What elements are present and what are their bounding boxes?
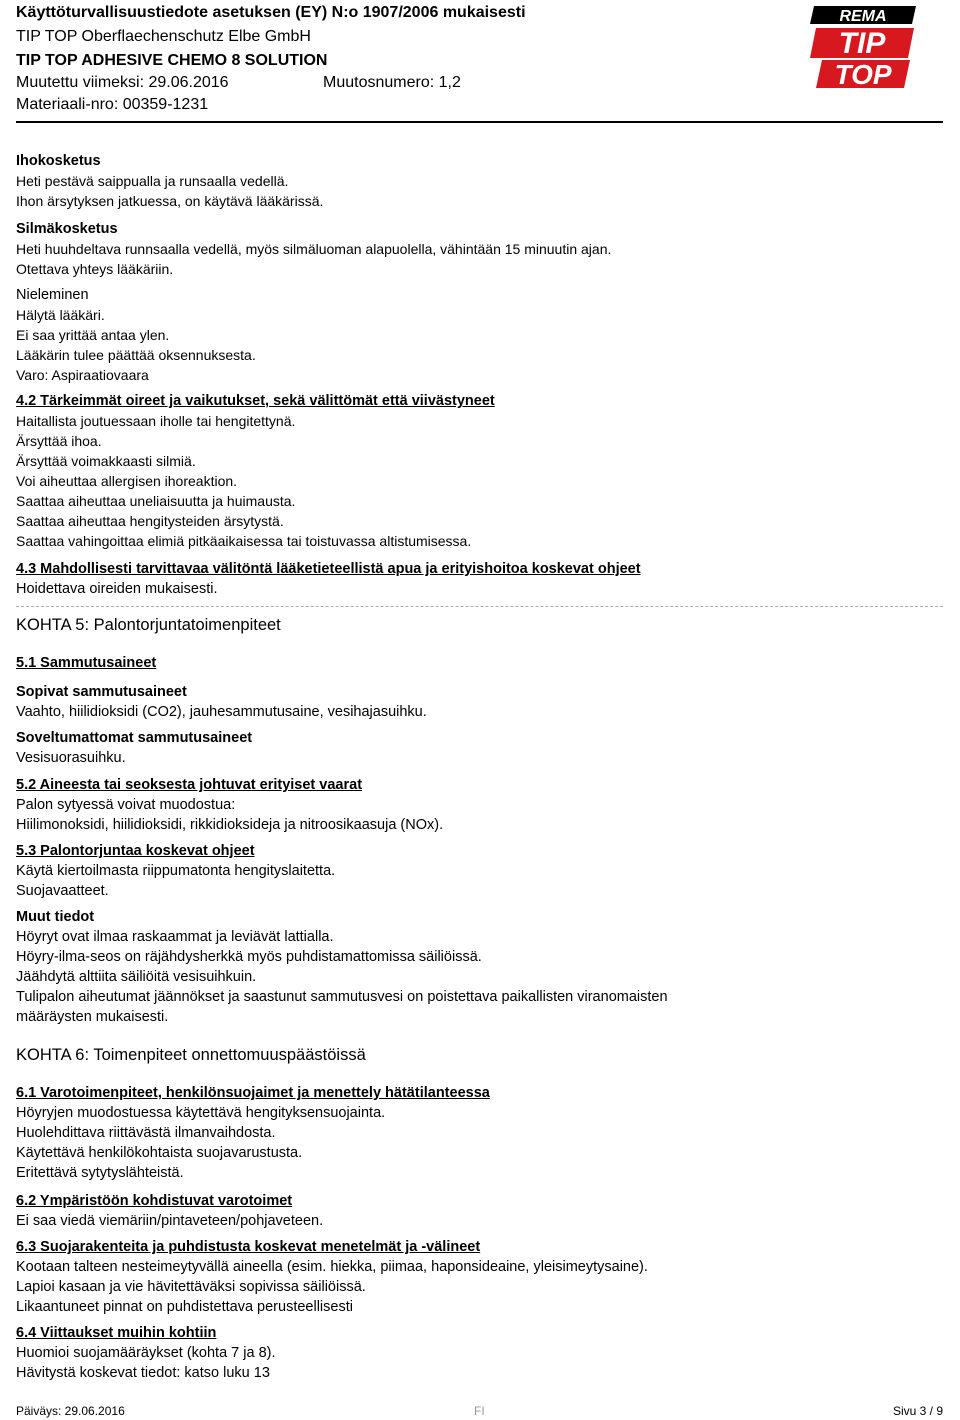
section-5-title: KOHTA 5: Palontorjuntatoimenpiteet — [16, 616, 281, 634]
text-line: Saattaa aiheuttaa uneliaisuutta ja huimausta. — [16, 493, 296, 509]
text-line: Huomioi suojamääräykset (kohta 7 ja 8). — [16, 1345, 276, 1361]
subsection-4-2-heading: 4.2 Tärkeimmät oireet ja vaikutukset, sekä välittömät että viivästyneet — [16, 393, 495, 409]
footer-date: Päiväys: 29.06.2016 — [16, 1404, 125, 1418]
text-line: Käytä kiertoilmasta riippumatonta hengityslaitetta. — [16, 863, 336, 879]
logo-mid-text: TIP — [838, 27, 886, 60]
section-divider — [16, 606, 943, 607]
text-line: Voi aiheuttaa allergisen ihoreaktion. — [16, 473, 238, 489]
text-line: Kootaan talteen nesteimeytyvällä aineella (esim. hiekka, piimaa, haponsideaine, yleisimeytysaine). — [16, 1259, 648, 1275]
revision-number: Muutosnumero: 1,2 — [323, 74, 461, 91]
text-line: Huolehdittava riittävästä ilmanvaihdosta. — [16, 1125, 276, 1141]
header-divider — [16, 121, 943, 123]
text-line: Hiilimonoksidi, hiilidioksidi, rikkidioksideja ja nitroosikaasuja (NOx). — [16, 817, 444, 833]
logo-bot-text: TOP — [834, 59, 892, 90]
text-line: Eritettävä sytytyslähteistä. — [16, 1165, 184, 1181]
text-line: Vaahto, hiilidioksidi (CO2), jauhesammutusaine, vesihajasuihku. — [16, 704, 427, 720]
text-line: Lapioi kasaan ja vie hävitettäväksi sopivissa säiliöissä. — [16, 1279, 366, 1295]
text-line: Ei saa yrittää antaa ylen. — [16, 327, 170, 343]
text-line: Suojavaatteet. — [16, 883, 109, 899]
subsection-6-3-heading: 6.3 Suojarakenteita ja puhdistusta koskevat menetelmät ja -välineet — [16, 1239, 481, 1255]
footer-page-number: Sivu 3 / 9 — [892, 1404, 943, 1418]
subsection-6-4-heading: 6.4 Viittaukset muihin kohtiin — [16, 1325, 217, 1341]
text-line: määräysten mukaisesti. — [16, 1009, 169, 1025]
text-line: Höyryt ovat ilmaa raskaammat ja leviävät lattialla. — [16, 929, 334, 945]
rema-tip-top-logo — [808, 4, 918, 90]
text-line: Palon sytyessä voivat muodostua: — [16, 797, 236, 813]
text-line: Ihon ärsytyksen jatkuessa, on käytävä lääkärissä. — [16, 193, 324, 209]
text-line: Lääkärin tulee päättää oksennuksesta. — [16, 347, 256, 363]
subsection-4-3-heading: 4.3 Mahdollisesti tarvittavaa välitöntä lääketieteellistä apua ja erityishoitoa koskevat ohjeet — [16, 561, 641, 577]
text-line: Varo: Aspiraatiovaara — [16, 367, 149, 383]
subsection-6-1-heading: 6.1 Varotoimenpiteet, henkilönsuojaimet ja menettely hätätilanteessa — [16, 1085, 490, 1101]
text-line: Likaantuneet pinnat on puhdistettava perusteellisesti — [16, 1299, 353, 1315]
text-line: Ärsyttää ihoa. — [16, 433, 102, 449]
logo-top-text: REMA — [839, 8, 887, 25]
suitable-media-heading: Sopivat sammutusaineet — [16, 684, 187, 700]
text-line: Tulipalon aiheutumat jäännökset ja saastunut sammutusvesi on poistettava paikallisten viranomaisten — [16, 989, 668, 1005]
text-line: Vesisuorasuihku. — [16, 750, 126, 766]
text-line: Heti huuhdeltava runnsaalla vedellä, myös silmäluoman alapuolella, vähintään 15 minuutin ajan. — [16, 241, 612, 257]
other-info-heading: Muut tiedot — [16, 909, 95, 925]
product-name: TIP TOP ADHESIVE CHEMO 8 SOLUTION — [16, 52, 328, 69]
text-line: Ärsyttää voimakkaasti silmiä. — [16, 453, 196, 469]
subsection-6-2-heading: 6.2 Ympäristöön kohdistuvat varotoimet — [16, 1193, 293, 1209]
text-line: Hoidettava oireiden mukaisesti. — [16, 581, 218, 597]
text-line: Ei saa viedä viemäriin/pintaveteen/pohjaveteen. — [16, 1213, 324, 1229]
section-6-title: KOHTA 6: Toimenpiteet onnettomuuspäästöissä — [16, 1046, 366, 1064]
text-line: Hävitystä koskevat tiedot: katso luku 13 — [16, 1365, 270, 1381]
text-line: Saattaa vahingoittaa elimiä pitkäaikaisessa tai toistuvassa altistumisessa. — [16, 533, 472, 549]
material-number: Materiaali-nro: 00359-1231 — [16, 96, 209, 113]
document-type-title: Käyttöturvallisuustiedote asetuksen (EY) N:o 1907/2006 mukaisesti — [16, 4, 526, 21]
text-line: Höyryjen muodostuessa käytettävä hengityksensuojainta. — [16, 1105, 386, 1121]
text-line: Otettava yhteys lääkäriin. — [16, 261, 174, 277]
text-line: Heti pestävä saippualla ja runsaalla vedellä. — [16, 173, 289, 189]
subsection-5-3-heading: 5.3 Palontorjuntaa koskevat ohjeet — [16, 843, 255, 859]
text-line: Haitallista joutuessaan iholle tai hengitettynä. — [16, 413, 296, 429]
footer-language: FI — [474, 1404, 485, 1418]
text-line: Käytettävä henkilökohtaista suojavarustusta. — [16, 1145, 303, 1161]
document-header — [16, 0, 796, 120]
subsection-5-1-heading: 5.1 Sammutusaineet — [16, 655, 157, 671]
unsuitable-media-heading: Soveltumattomat sammutusaineet — [16, 730, 253, 746]
company-name: TIP TOP Oberflaechenschutz Elbe GmbH — [16, 28, 311, 45]
skin-contact-heading: Ihokosketus — [16, 153, 101, 169]
text-line: Hälytä lääkäri. — [16, 307, 105, 323]
eye-contact-heading: Silmäkosketus — [16, 221, 118, 237]
ingestion-heading: Nieleminen — [16, 287, 89, 303]
text-line: Saattaa aiheuttaa hengitysteiden ärsytystä. — [16, 513, 284, 529]
subsection-5-2-heading: 5.2 Aineesta tai seoksesta johtuvat erityiset vaarat — [16, 777, 363, 793]
text-line: Jäähdytä alttiita säiliöitä vesisuihkuin. — [16, 969, 257, 985]
modified-date: Muutettu viimeksi: 29.06.2016 — [16, 74, 229, 91]
text-line: Höyry-ilma-seos on räjähdysherkkä myös puhdistamattomissa säiliöissä. — [16, 949, 482, 965]
